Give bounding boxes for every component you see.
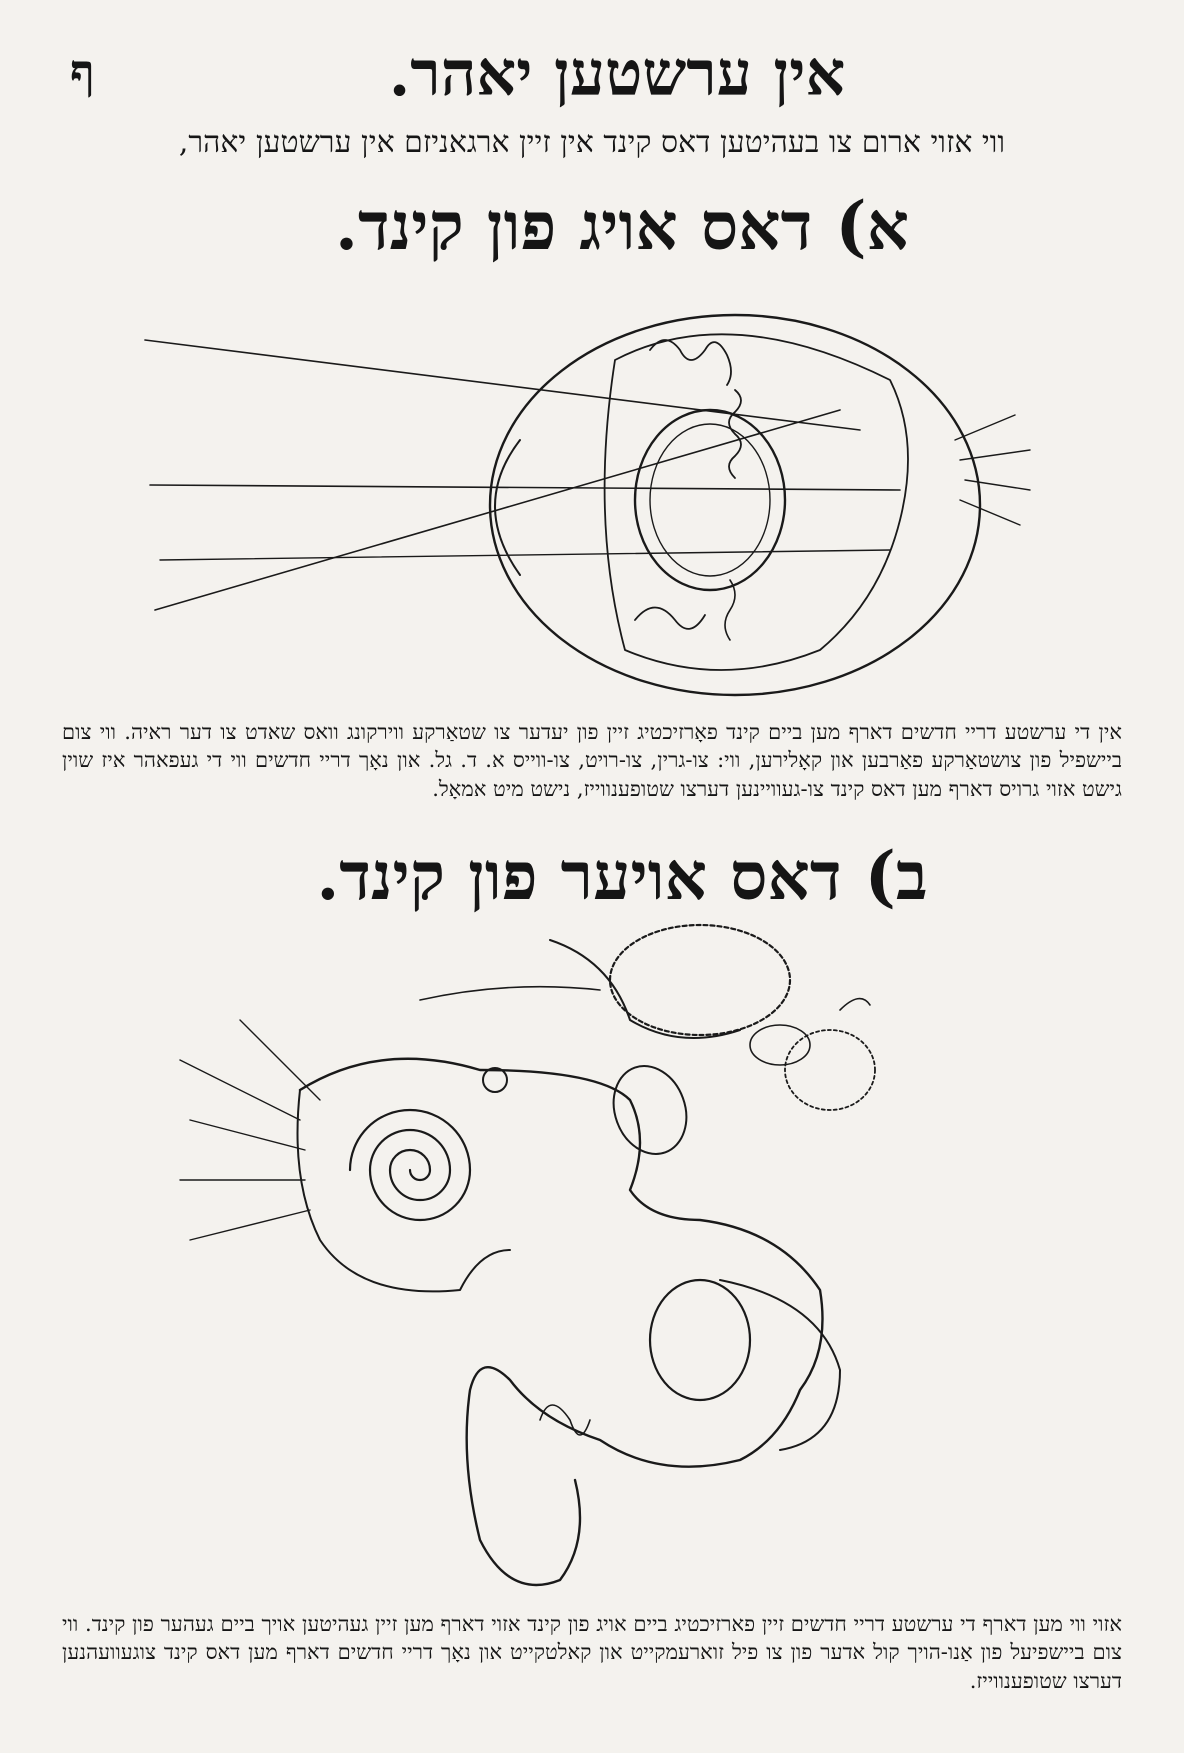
- eye-diagram-icon: [120, 320, 1100, 720]
- page-subtitle: ווי אזוי ארום צו בעהיטען דאס קינד אין זיין ארגאניזם אין ערשטען יאהר,: [178, 125, 1006, 160]
- ear-diagram-icon: [180, 920, 1040, 1600]
- page-title: אין ערשטען יאהר.: [388, 37, 846, 110]
- eye-anatomy-diagram: [120, 320, 1100, 720]
- section-paragraph-ear: אזוי ווי מען דארף די ערשטע דריי חדשים זיין פארזיכטיג ביים אויג פון קינד אזוי דארף מען זיין געהיטען אויך ביים געהער פון קינד. ווי צום ביישפיעל פון אַנו-הויך קול אדער פון צו פיל זוארעמקייט און קאלטקייט און נאָך דריי חדשים דארף מען דאס קינד צוגעוועהנען דערצו שטופענווייז.: [62, 1612, 1122, 1693]
- section-heading-ear: ב) דאס אויער פון קינד.: [316, 837, 928, 915]
- section-heading-eye: א) דאס אויג פון קינד.: [335, 187, 909, 265]
- section-paragraph-eye: אין די ערשטע דריי חדשים דארף מען ביים קינד פאָרזיכטיג זיין פון יעדער צו שטאַרקע ווירקונג וואס שאדט צו דער ראיה. ווי צום ביישפיל פון צושטאַרקע פאַרבען און קאָלירען, ווי: צו-גרין, צו-רויט, צו-ווייס א. ד. גל. און נאָך דריי חדשים ווי די געפאהר איז שוין גישט אזוי גרויס דארף מען דאס קינד צו-געוויינען דערצו שטופענווייז, נישט מיט אמאָל.: [62, 720, 1122, 801]
- ear-anatomy-diagram: [180, 920, 1040, 1600]
- page-number-mark: ף: [70, 44, 95, 100]
